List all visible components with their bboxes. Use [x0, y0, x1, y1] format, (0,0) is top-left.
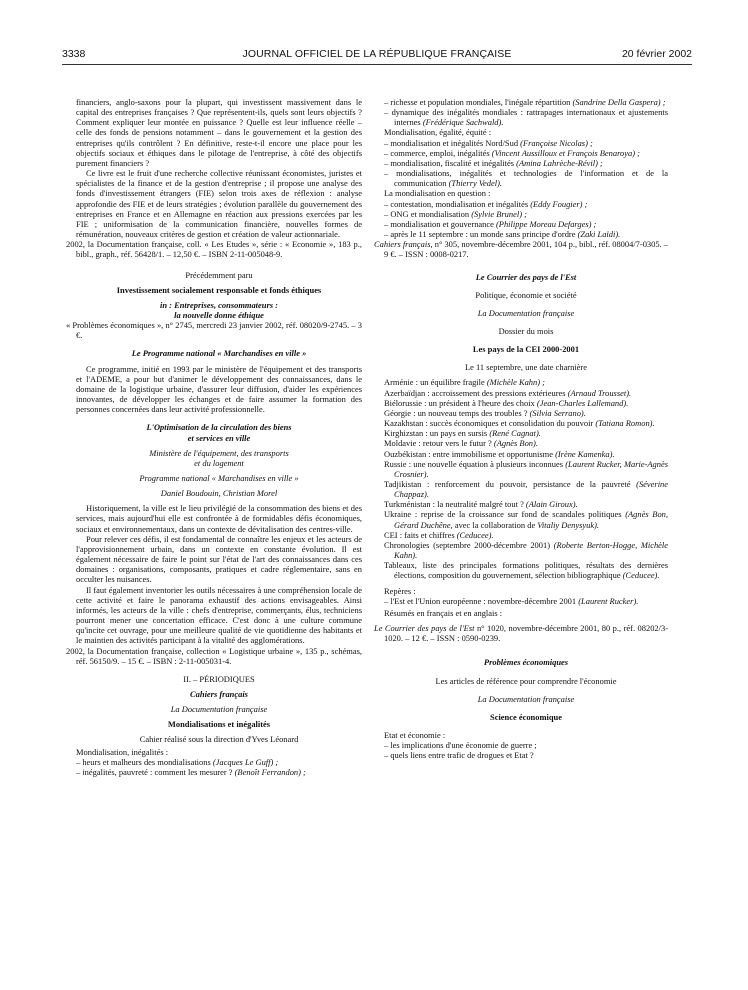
optimisation-title-line-1: L'Optimisation de la circulation des biens — [146, 422, 292, 433]
list-item: – mondialisations, inégalités et technologies de l'information et de la communication (Thierry Vedel). — [384, 168, 669, 189]
list-item: Russie : une nouvelle équation à plusieurs inconnues (Laurent Rucker, Marie-Agnès Crosnier). — [384, 458, 669, 479]
list-item: Kazakhstan : succès économiques et consolidation du pouvoir (Tatiana Romon). — [384, 418, 655, 429]
list-item: Biélorussie : un président à l'heure des choix (Jean-Charles Lallemand). — [384, 397, 629, 408]
ee-label: Etat et économie : — [384, 729, 446, 740]
summaries-line: Résumés en français et en anglais : — [384, 607, 503, 618]
challenges-paragraph: Pour relever ces défis, il est fondamental de connaître les enjeux et les acteurs de l'approvisionnement urbain, dans un contexte en constante évolution. Il est également nécessaire de faire le point sur l'état de l'art des connaissances dans ces domaines : organisations, composants, pratiques et cadre réglementaire, sans en occulter les nuisances. — [76, 533, 362, 585]
list-item: CEI : faits et chiffres (Ceducee). — [384, 529, 494, 540]
list-item: Géorgie : un nouveau temps des troubles ? (Silvia Serrano). — [384, 407, 586, 418]
mee-label: Mondialisation, égalité, équité : — [384, 127, 492, 138]
in-line-2: la nouvelle donne éthique — [174, 309, 264, 320]
list-item: – l'Est et l'Union européenne : novembre-décembre 2001 (Laurent Rucker). — [384, 595, 639, 606]
list-item: Arménie : un équilibre fragile (Michèle Kahn) ; — [384, 377, 545, 388]
list-item: – après le 11 septembre : un monde sans principe d'ordre (Zaki Laïdi). — [384, 229, 621, 240]
programme-subtitle: Programme national « Marchandises en ville » — [139, 473, 299, 483]
programme-description: Ce programme, initié en 1993 par le ministère de l'équipement et des transports et l'ADEME, a pour but d'animer le développement des connaissances, dans le domaine de la logistique urbaine, d'assurer leur diffusion, d'aider les expériences innovantes, de développer les échanges et de faire assumer la formation des personnes concernées dans leur activité professionnelle. — [76, 363, 362, 415]
list-item: Kirghizstan : un pays en sursis (René Cagnat). — [384, 428, 541, 439]
issue-date: 20 février 2002 — [621, 48, 692, 60]
in-line-1: in : Entreprises, consommateurs : — [160, 299, 278, 310]
list-item: – quels liens entre trafic de drogues et Etat ? — [384, 750, 534, 761]
list-item: – mondialisation et gouvernance (Philippe Moreau Defarges) ; — [384, 218, 597, 229]
right-column — [374, 97, 669, 761]
problemes-title: Problèmes économiques — [483, 657, 569, 668]
courrier-reference: Le Courrier des pays de l'Est n° 1020, novembre-décembre 2001, 80 p., réf. 08202/3-1020. – 12 €. – ISSN : 0590-0239. — [374, 623, 669, 644]
list-item: Tableaux, liste des principales formations politiques, résultats des dernières élections, composition du gouvernement, sélection bibliographique (Ceducee). — [384, 560, 668, 581]
science-title: Science économique — [490, 711, 562, 722]
list-item: – heurs et malheurs des mondialisations (Jacques Le Guff) ; — [76, 756, 279, 767]
list-item: – contestation, mondialisation et inégalités (Eddy Fougier) ; — [384, 198, 588, 209]
section-periodicals: II. – PÉRIODIQUES — [183, 673, 255, 684]
ministry-line-1: Ministère de l'équipement, des transports — [149, 447, 289, 458]
list-item: Moldavie : retour vers le futur ? (Agnès Bon). — [384, 438, 538, 449]
intro-paragraph: financiers, anglo-saxons pour la plupart, qui investissent massivement dans le capital des entreprises françaises ? Que représentent-ils, quels sont leurs objectifs ? Comment expliquer leur montée en puissance ? Quelle est leur influence réelle – celle des fonds de pensions notamment – dans le gouvernement et la gestion des entreprises qu'ils contrôlent ? En définitive, reste-t-il encore une place pour les objectifs sociaux et éthiques dans le pilotage de l'entreprise, à côté des objectifs purement financiers ? — [76, 97, 362, 168]
journal-title: JOURNAL OFFICIEL DE LA RÉPUBLIQUE FRANÇAISE — [242, 48, 512, 60]
mq-label: La mondialisation en question : — [384, 188, 491, 199]
page-number: 3338 — [62, 48, 86, 60]
list-item: – ONG et mondialisation (Sylvie Brunel) ; — [384, 208, 527, 219]
reference-1: 2002, la Documentation française, coll. « Les Etudes », série : « Economie », 183 p., bibl., graph., réf. 56428/1. – 12,50 €. – ISBN 2-11-005048-9. — [66, 239, 362, 260]
previously-published-label: Précédemment paru — [185, 269, 253, 280]
authors-line: Daniel Boudouin, Christian Morel — [160, 488, 278, 499]
courrier-title: Le Courrier des pays de l'Est — [475, 271, 577, 282]
list-item: – mondialisation, fiscalité et inégalités (Amina Lahrèche-Révil) ; — [384, 157, 603, 168]
list-item: Ukraine : reprise de la croissance sur fond de scandales politiques (Agnès Bon, Gérard Duchêne, avec la collaboration de Vitaliy Denysyuk). — [384, 509, 668, 530]
publisher-line: La Documentation française — [170, 704, 268, 715]
dossier-line: Dossier du mois — [498, 325, 554, 336]
mondialisations-title: Mondialisations et inégalités — [167, 719, 271, 730]
reperes-label: Repères : — [384, 585, 416, 596]
page-header — [62, 48, 692, 64]
header-rule — [62, 64, 692, 65]
list-item: Azerbaïdjan : accroissement des pressions extérieures (Arnaud Trousset). — [384, 387, 632, 398]
list-item: – richesse et population mondiales, l'inégale répartition (Sandrine Della Gaspera) ; — [384, 97, 666, 107]
programme-title: Le Programme national « Marchandises en ville » — [131, 348, 307, 359]
problemes-subtitle: Les articles de référence pour comprendre l'économie — [435, 675, 617, 686]
pes-line: Politique, économie et société — [475, 289, 577, 300]
list-item: – dynamique des inégalités mondiales : rattrapages internationaux et ajustements internes (Frédérique Sachwald). — [384, 107, 669, 128]
mi-label: Mondialisation, inégalités : — [76, 746, 169, 757]
tools-paragraph: Il faut également inventorier les outils nécessaires à une compréhension locale de cette activité et faire le panorama exhaustif des actions envisageables. Ainsi informés, les acteurs de la ville : chefs d'entreprise, commerçants, élus, techniciens pourront mener une concertation efficace. C'est donc à une culture commune qu'incite cet ouvrage, pour une meilleure qualité de vie quotidienne des habitants et le maintien des activités participant à la vitalité des agglomérations. — [76, 584, 362, 646]
list-item: – commerce, emploi, inégalités (Vincent Aussilloux et François Benaroya) ; — [384, 147, 640, 158]
editor-line: Cahier réalisé sous la direction d'Yves Léonard — [139, 734, 299, 745]
reference-2: « Problèmes économiques », n° 2745, mercredi 23 janvier 2002, réf. 08020/9-2745. – 3 €. — [66, 320, 362, 341]
book-description: Ce livre est le fruit d'une recherche collective réunissant économistes, juristes et spécialistes de la finance et de la gestion d'entreprise ; il propose une analyse des fonds d'investissement étrangers (FIE) selon trois axes de réflexion : analyse approfondie des FIE et de leurs stratégies ; évolution parallèle du gouvernement des entreprises en France et en Allemagne en réaction aux pressions exercées par les FIE ; uniformisation de la communication financière, nouvelles formes de rémunération, nouveaux critères de gestion et création de valeur actionnariale. — [76, 168, 362, 240]
cei-title: Les pays de la CEI 2000-2001 — [472, 344, 580, 355]
publisher-line: La Documentation française — [477, 307, 575, 318]
investment-title: Investissement socialement responsable et fonds éthiques — [116, 284, 322, 295]
cahiers-francais-title: Cahiers français — [190, 688, 248, 699]
list-item: Turkménistan : la neutralité malgré tout ? (Alain Giroux). — [384, 499, 578, 510]
ministry-line-2: et du logement — [194, 457, 244, 468]
optimisation-title-line-2: et services en ville — [187, 432, 251, 443]
left-column — [66, 97, 362, 777]
september-line: Le 11 septembre, une date charnière — [465, 362, 587, 373]
reference-3: 2002, la Documentation française, collection « Logistique urbaine », 135 p., schémas, réf. 56150/9. – 15 €. – ISBN : 2-11-005031-4. — [66, 645, 362, 666]
publisher-line-2: La Documentation française — [477, 693, 575, 704]
list-item: Ouzbékistan : entre immobilisme et opportunisme (Irène Kamenka). — [384, 448, 615, 459]
list-item: – inégalités, pauvreté : comment les mesurer ? (Benoît Ferrandon) ; — [76, 766, 306, 777]
history-paragraph: Historiquement, la ville est le lieu privilégié de la consommation des biens et des services, mais aujourd'hui elle est confrontée à de formidables défis économiques, sociaux et environnementaux, dans un contexte de dévitalisation des centres-ville. — [76, 503, 362, 534]
list-item: – les implications d'une économie de guerre ; — [384, 740, 537, 751]
list-item: – mondialisation et inégalités Nord/Sud (Françoise Nicolas) ; — [384, 137, 593, 148]
list-item: Chronologies (septembre 2000-décembre 2001) (Roberte Berton-Hogge, Michèle Kahn). — [384, 539, 668, 561]
cahiers-reference: Cahiers français, n° 305, novembre-décembre 2001, 104 p., bibl., réf. 08004/7-0305. – 9 €. – ISSN : 0008-0217. — [374, 239, 669, 260]
list-item: Tadjikistan : renforcement du pouvoir, persistance de la pauvreté (Séverine Chappaz). — [384, 479, 668, 500]
